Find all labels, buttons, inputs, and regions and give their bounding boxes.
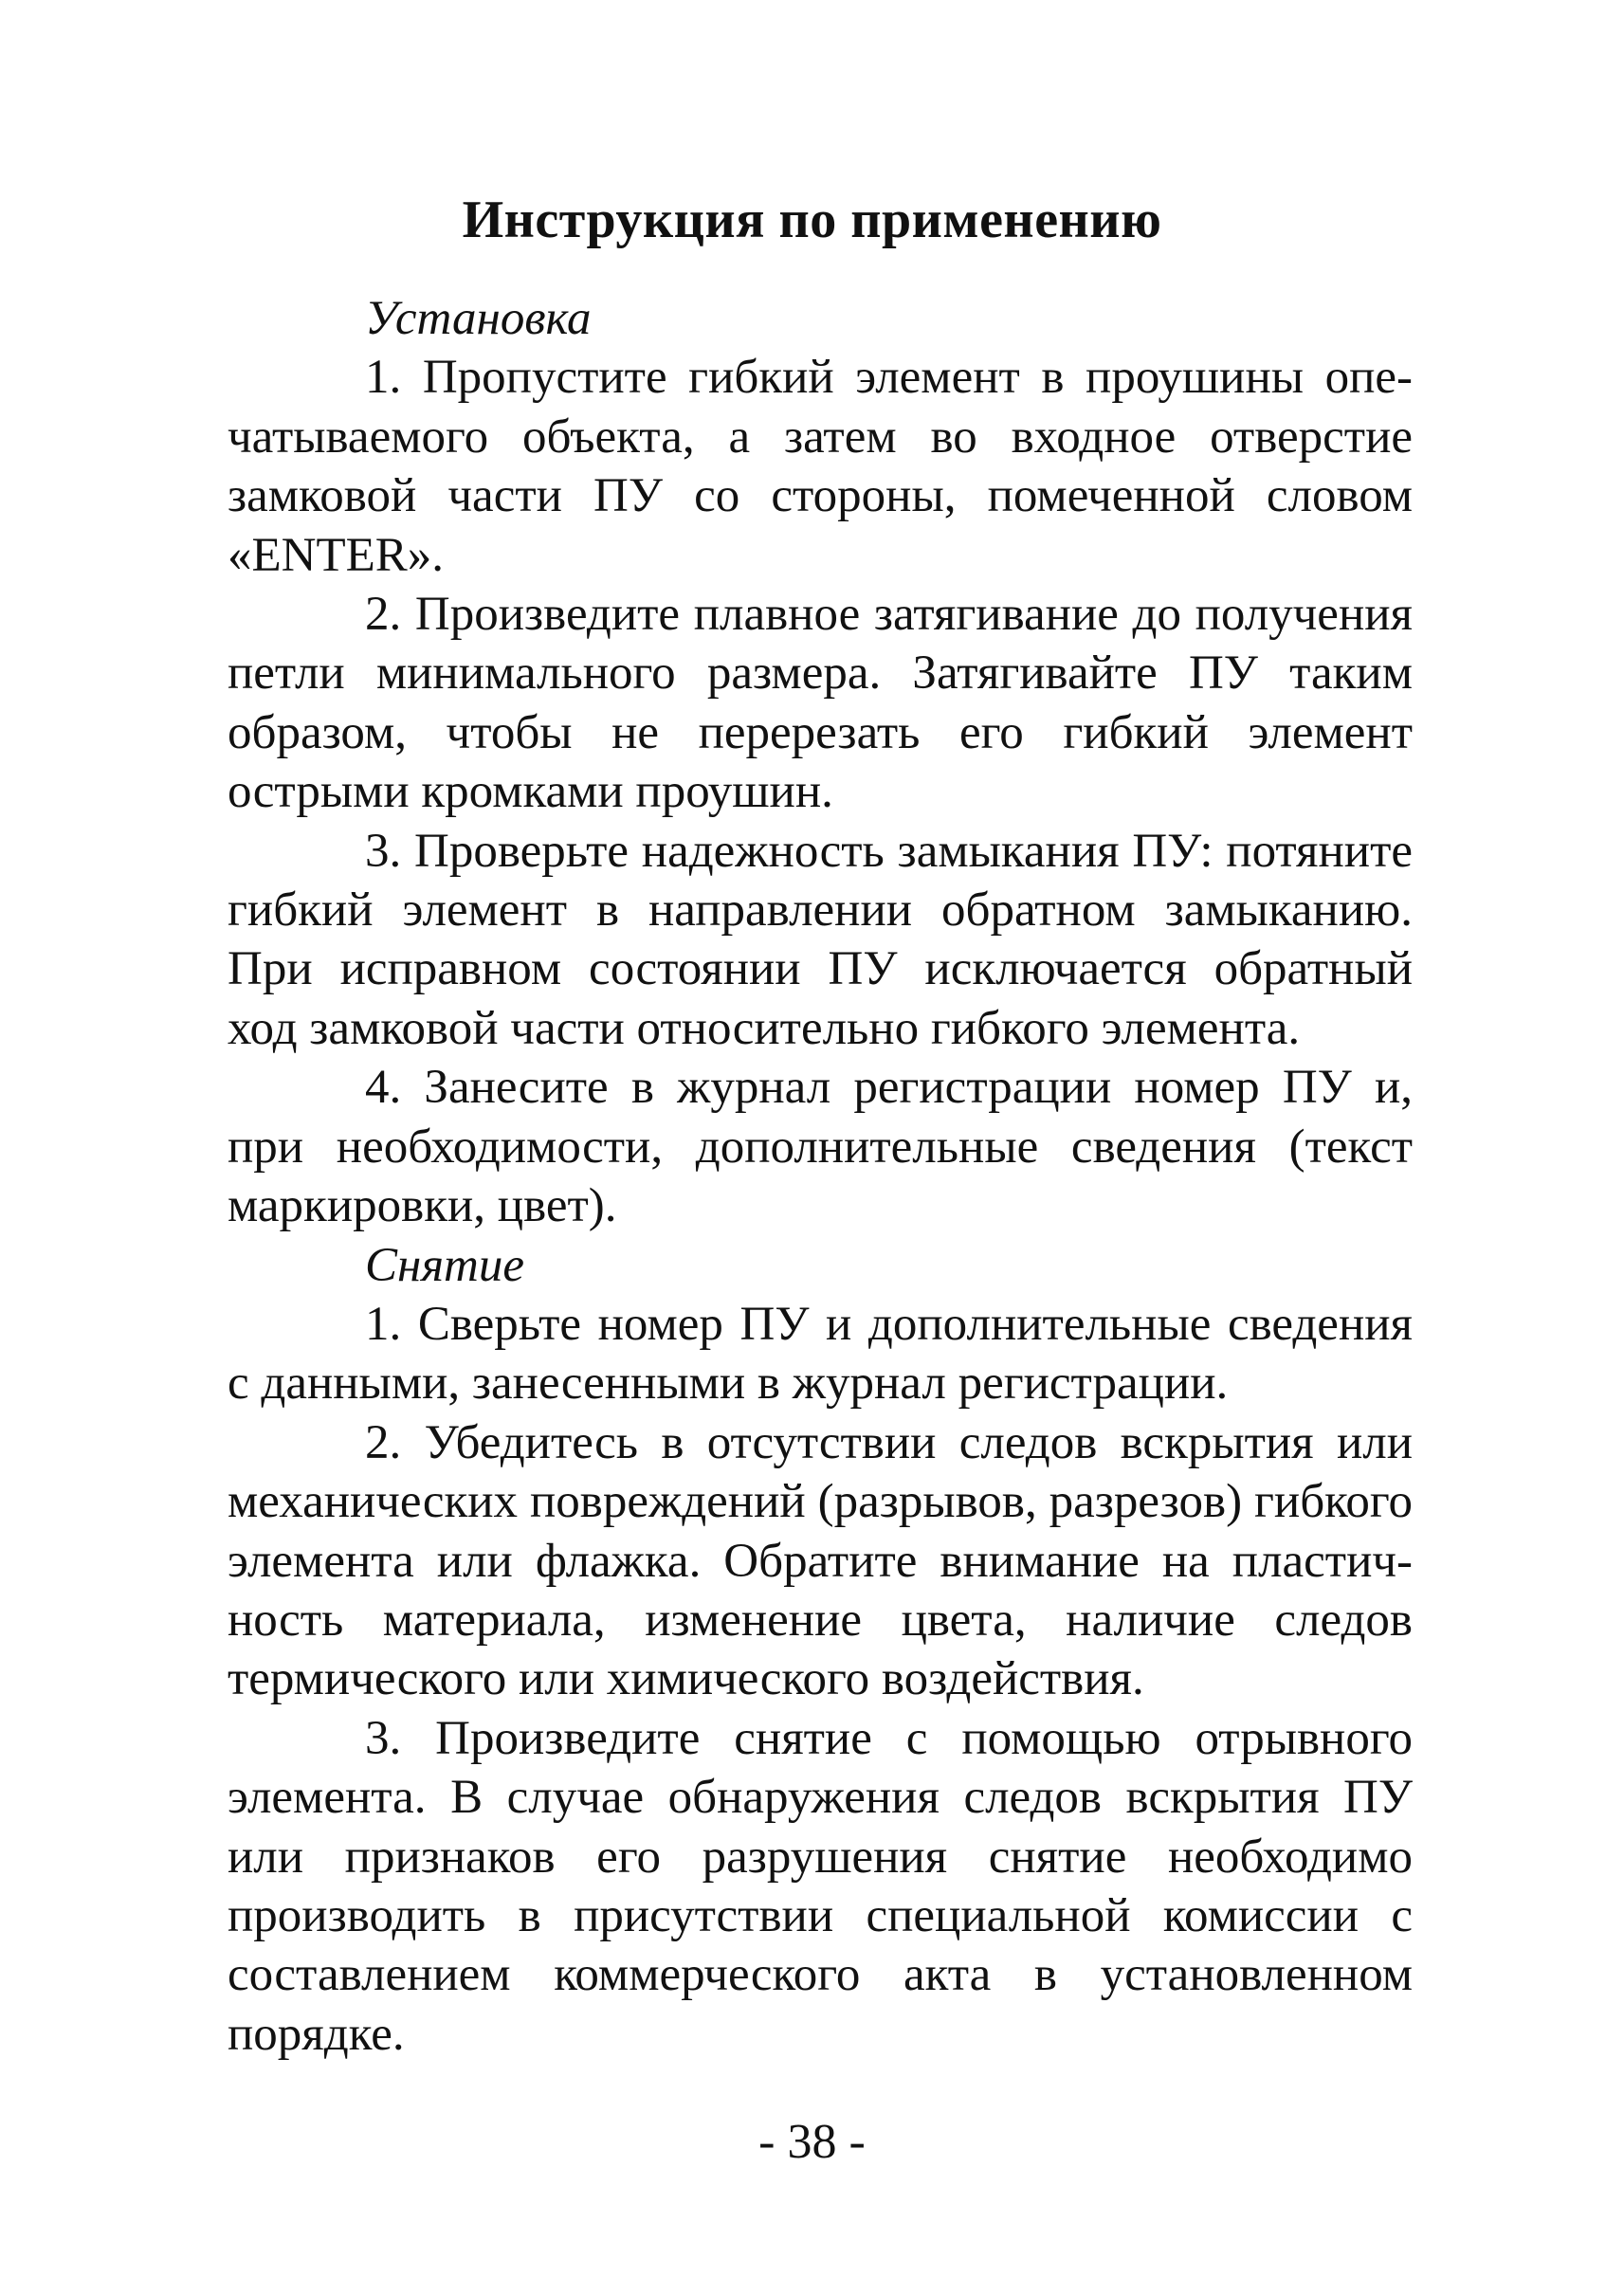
installation-step-2: 2. Произведите плавное затягивание до получения петли минимального размера. Затягивайте ПУ таким образом, чтобы не перерезать его гибкий элемент острыми кромками проушин. <box>228 588 1413 819</box>
removal-step-2: 2. Убедитесь в отсутствии следов вскрытия или механических повреждений (разрывов, разрезов) гибкого элемента или флажка. Обратите внимание на пластичность материала, изменение цвета, наличие следов термического или химического воздействия. <box>228 1415 1413 1706</box>
page-title: Инструкция по применению <box>462 191 1162 249</box>
installation-step-3: 3. Проверьте надежность замыкания ПУ: потяните гибкий элемент в направлении обратном замыканию. При исправном состоянии ПУ исключается обратный ход замковой части относительно гибкого элемента. <box>228 824 1413 1055</box>
installation-step-4: 4. Занесите в журнал регистрации номер ПУ и, при необходимости, дополнительные сведения (текст маркировки, цвет). <box>228 1061 1413 1233</box>
removal-step-1: 1. Сверьте номер ПУ и дополнительные сведения с данными, занесенными в журнал регистрации. <box>228 1297 1413 1411</box>
removal-step-3: 3. Произведите снятие с помощью отрывного элемента. В случае обнаружения следов вскрытия ПУ или признаков его разрушения снятие необходимо производить в присутствии специальной комиссии с составлением коммерческого акта в установленном порядке. <box>228 1711 1413 2061</box>
installation-step-1: 1. Пропустите гибкий элемент в проушины опечатываемого объекта, а затем во входное отверстие замковой части ПУ со стороны, помеченной словом «ENTER». <box>228 351 1413 582</box>
page-number: - 38 - <box>758 2115 866 2169</box>
section-heading-removal: Снятие <box>365 1238 524 1292</box>
section-heading-installation: Установка <box>365 292 592 345</box>
instruction-body <box>228 289 1413 2064</box>
